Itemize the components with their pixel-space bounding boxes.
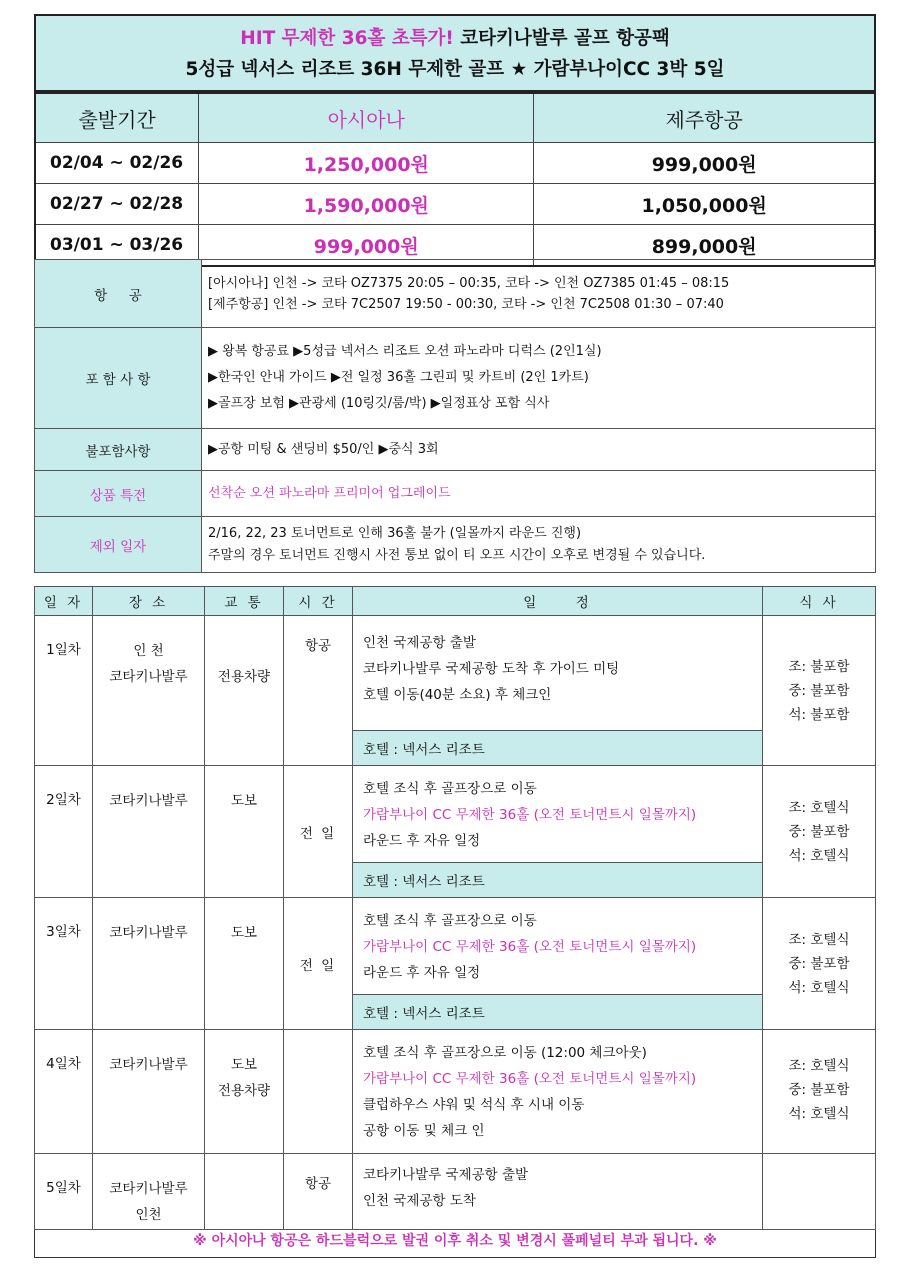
- day-place: 코타키나발루: [93, 898, 205, 1030]
- day-plan: [353, 1154, 763, 1230]
- day-label: 2일차: [35, 766, 93, 898]
- transport-line: 도보: [230, 1057, 258, 1073]
- day-meals: [763, 766, 876, 898]
- meal-dinner: 석: 호텔식: [788, 847, 850, 864]
- place-line: 인 천: [133, 643, 164, 659]
- day-transport: [205, 1154, 284, 1230]
- day-place: [93, 1154, 205, 1230]
- special-label: 상품 특전: [35, 471, 202, 517]
- place-line: 코타키나발루: [109, 1181, 188, 1197]
- title-line-2: 5성급 넥서스 리조트 36H 무제한 골프 ★ 가람부나이CC 3박 5일: [185, 59, 725, 80]
- meal-lunch: 중: 불포함: [788, 823, 850, 840]
- day-meals: [763, 1030, 876, 1154]
- day-label: 1일차: [35, 616, 93, 766]
- price-header-asiana: 아시아나: [199, 93, 534, 143]
- info-row-include: [35, 328, 876, 429]
- transport-line: 전용차량: [217, 1083, 271, 1099]
- title-banner: [34, 14, 876, 92]
- plan-line: 호텔 조식 후 골프장으로 이동: [363, 913, 537, 929]
- meal-breakfast: 조: 호텔식: [788, 931, 850, 948]
- day-place: 코타키나발루: [93, 766, 205, 898]
- price-table: [34, 92, 876, 267]
- info-row-flight: [35, 260, 876, 328]
- schedule-row-day1: [35, 616, 876, 731]
- day-label: 3일차: [35, 898, 93, 1030]
- plan-line: 코타키나발루 국제공항 출발: [363, 1167, 529, 1183]
- day-plan: [353, 898, 763, 995]
- excluded-line: 2/16, 22, 23 토너먼트로 인해 36홀 불가 (일몰까지 라운드 진행): [208, 525, 582, 541]
- include-label: 포 함 사 항: [35, 328, 202, 429]
- plan-line-highlight: 가람부나이 CC 무제한 36홀 (오전 토너먼트시 일몰까지): [363, 807, 697, 823]
- day-place: [93, 616, 205, 766]
- info-table: [34, 259, 876, 573]
- price-period: 02/27 ~ 02/28: [35, 184, 199, 225]
- meal-lunch: 중: 불포함: [788, 1082, 850, 1098]
- price-row: [35, 143, 875, 184]
- plan-line: 라운드 후 자유 일정: [363, 833, 481, 849]
- day-time: [284, 1030, 353, 1154]
- include-details: [202, 328, 876, 429]
- day-meals: [763, 616, 876, 766]
- price-period: 02/04 ~ 02/26: [35, 143, 199, 184]
- special-details: 선착순 오션 파노라마 프리미어 업그레이드: [202, 471, 876, 517]
- info-row-exclude: [35, 429, 876, 471]
- price-header-jeju: 제주항공: [534, 93, 875, 143]
- price-asiana: 1,590,000원: [199, 184, 534, 225]
- plan-line: 클럽하우스 샤워 및 석식 후 시내 이동: [363, 1097, 585, 1113]
- plan-line: 라운드 후 자유 일정: [363, 965, 481, 981]
- meal-dinner: 석: 호텔식: [788, 979, 850, 996]
- include-line: ▶ 왕복 항공료 ▶5성급 넥서스 리조트 오션 파노라마 디럭스 (2인1실): [208, 344, 602, 359]
- place-line: 코타키나발루: [109, 669, 188, 685]
- day-meals: [763, 1154, 876, 1230]
- schedule-row-day3: [35, 898, 876, 995]
- info-row-special: [35, 471, 876, 517]
- day-label: 5일차: [35, 1154, 93, 1230]
- price-jeju: 899,000원: [534, 225, 875, 267]
- meal-lunch: 중: 불포함: [788, 682, 850, 699]
- exclude-details: ▶공항 미팅 & 샌딩비 $50/인 ▶중식 3회: [202, 429, 876, 471]
- price-header-row: [35, 93, 875, 143]
- place-line: 인천: [135, 1207, 162, 1223]
- plan-line: 코타키나발루 국제공항 도착 후 가이드 미팅: [363, 661, 620, 677]
- exclude-label: 불포함사항: [35, 429, 202, 471]
- meal-lunch: 중: 불포함: [788, 955, 850, 972]
- price-header-period: 출발기간: [35, 93, 199, 143]
- schedule-header-day: 일 자: [35, 587, 93, 616]
- price-jeju: 1,050,000원: [534, 184, 875, 225]
- day-plan: [353, 1030, 763, 1154]
- schedule-header-row: [35, 587, 876, 616]
- flight-details: [202, 260, 876, 328]
- plan-line: 호텔 이동(40분 소요) 후 체크인: [363, 687, 552, 703]
- day-transport: 전용차량: [205, 616, 284, 766]
- schedule-table: [34, 586, 876, 1230]
- price-row: [35, 184, 875, 225]
- schedule-header-plan: 일 정: [353, 587, 763, 616]
- info-row-excluded-dates: [35, 517, 876, 573]
- schedule-header-meal: 식 사: [763, 587, 876, 616]
- day-time: 항공: [284, 616, 353, 766]
- flight-line-asiana: [아시아나] 인천 -> 코타 OZ7375 20:05 – 00:35, 코타 -> 인천 OZ7385 01:45 – 08:15: [208, 275, 730, 291]
- title-highlight: HIT 무제한 36홀 초특가!: [240, 28, 454, 49]
- excluded-dates-details: [202, 517, 876, 573]
- price-asiana: 1,250,000원: [199, 143, 534, 184]
- day-place: 코타키나발루: [93, 1030, 205, 1154]
- include-line: ▶골프장 보험 ▶관광세 (10링깃/룸/박) ▶일정표상 포함 식사: [208, 396, 550, 411]
- title-main: 코타키나발루 골프 항공팩: [460, 28, 670, 49]
- title-line-1: [36, 23, 874, 54]
- schedule-row-day4: [35, 1030, 876, 1154]
- schedule-row-day5: [35, 1154, 876, 1230]
- flight-label: 항 공: [35, 260, 202, 328]
- excluded-line: 주말의 경우 토너먼트 진행시 사전 통보 없이 티 오프 시간이 오후로 변경될 수 있습니다.: [208, 547, 706, 563]
- day-transport: 도보: [205, 766, 284, 898]
- plan-line: 인천 국제공항 도착: [363, 1193, 476, 1209]
- schedule-header-time: 시 간: [284, 587, 353, 616]
- day-plan: [353, 616, 763, 731]
- meal-breakfast: 조: 불포함: [788, 658, 850, 675]
- price-asiana: 999,000원: [199, 225, 534, 267]
- schedule-row-day2: [35, 766, 876, 863]
- day-transport: [205, 1030, 284, 1154]
- cancellation-notice: ※ 아시아나 항공은 하드블럭으로 발권 이후 취소 및 변경시 풀페널티 부과 됩니다. ※: [34, 1230, 876, 1258]
- schedule-header-place: 장 소: [93, 587, 205, 616]
- plan-line-highlight: 가람부나이 CC 무제한 36홀 (오전 토너먼트시 일몰까지): [363, 1071, 697, 1087]
- meal-breakfast: 조: 호텔식: [788, 799, 850, 816]
- flight-line-jeju: [제주항공] 인천 -> 코타 7C2507 19:50 - 00:30, 코타 -> 인천 7C2508 01:30 – 07:40: [208, 296, 724, 312]
- hotel-info: 호텔 : 넥서스 리조트: [353, 995, 763, 1030]
- day-transport: 도보: [205, 898, 284, 1030]
- plan-line: 인천 국제공항 출발: [363, 635, 476, 651]
- excluded-dates-label: 제외 일자: [35, 517, 202, 573]
- day-time: 항공: [284, 1154, 353, 1230]
- day-time: 전 일: [284, 898, 353, 1030]
- day-meals: [763, 898, 876, 1030]
- hotel-info: 호텔 : 넥서스 리조트: [353, 731, 763, 766]
- meal-dinner: 석: 호텔식: [788, 1106, 850, 1122]
- hotel-info: 호텔 : 넥서스 리조트: [353, 863, 763, 898]
- day-time: 전 일: [284, 766, 353, 898]
- meal-dinner: 석: 불포함: [788, 706, 850, 723]
- price-period: 03/01 ~ 03/26: [35, 225, 199, 267]
- meal-breakfast: 조: 호텔식: [788, 1058, 850, 1074]
- price-jeju: 999,000원: [534, 143, 875, 184]
- include-line: ▶한국인 안내 가이드 ▶전 일정 36홀 그린피 및 카트비 (2인 1카트): [208, 370, 589, 385]
- day-plan: [353, 766, 763, 863]
- plan-line: 공항 이동 및 체크 인: [363, 1123, 485, 1139]
- plan-line-highlight: 가람부나이 CC 무제한 36홀 (오전 토너먼트시 일몰까지): [363, 939, 697, 955]
- schedule-header-transport: 교 통: [205, 587, 284, 616]
- plan-line: 호텔 조식 후 골프장으로 이동: [363, 781, 537, 797]
- plan-line: 호텔 조식 후 골프장으로 이동 (12:00 체크아웃): [363, 1045, 647, 1061]
- day-label: 4일차: [35, 1030, 93, 1154]
